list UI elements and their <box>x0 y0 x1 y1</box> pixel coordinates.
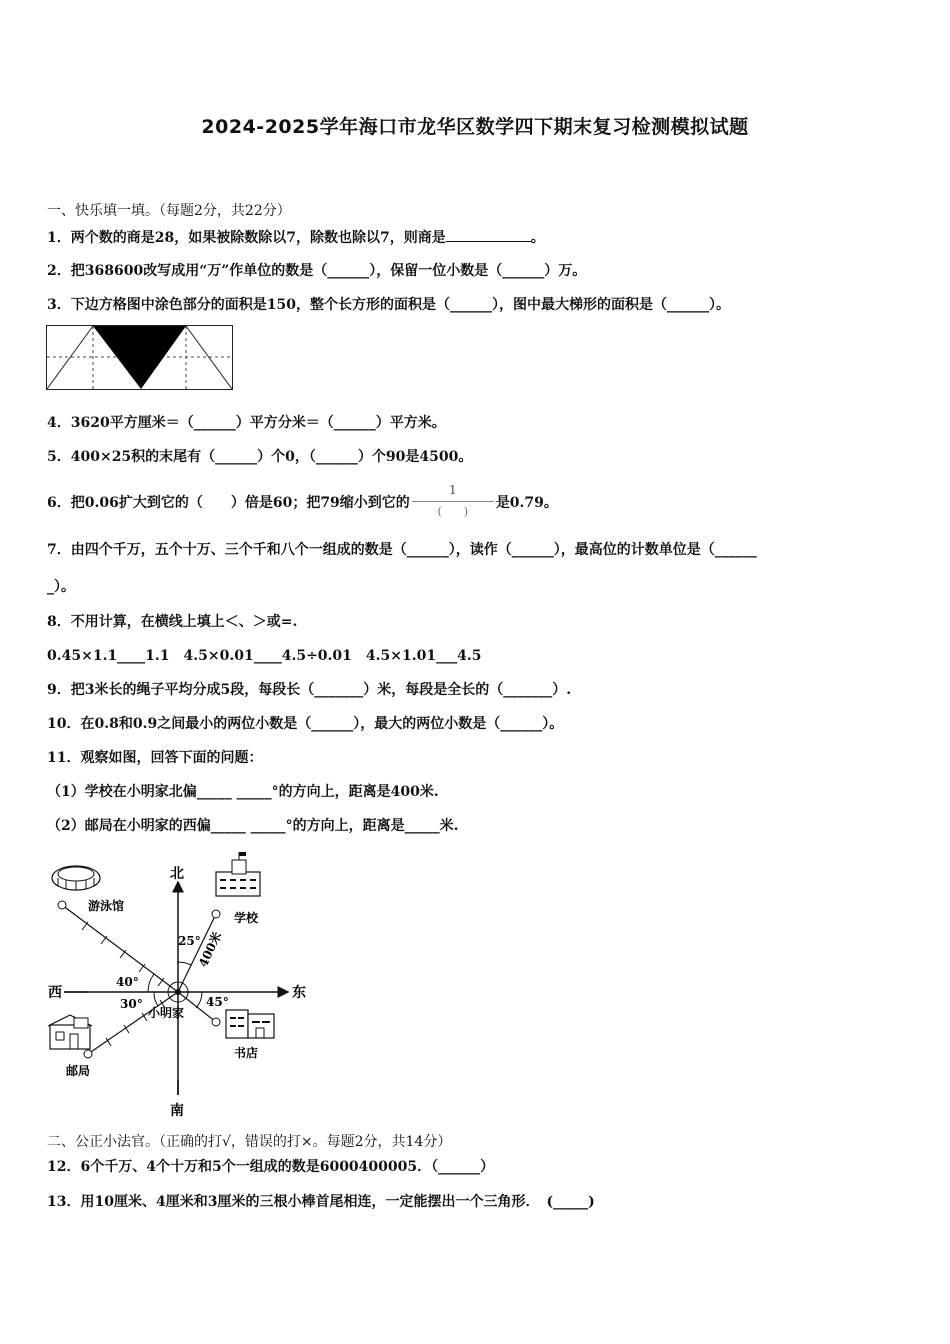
label-east: 东 <box>292 985 306 1001</box>
question-12: 12．6个千万、4个十万和5个一组成的数是6000400005．（______） <box>47 1159 495 1175</box>
label-west: 西 <box>48 985 62 1001</box>
grid-figure <box>46 325 234 391</box>
q1-text: 1．两个数的商是28，如果被除数除以7，除数也除以7，则商是 <box>47 230 446 246</box>
question-7: 7．由四个千万，五个十万、三个千和八个一组成的数是（______），读作（______），最高位的计数单位是（______ <box>47 542 757 558</box>
q1-blank[interactable] <box>446 227 531 242</box>
q6-text-b: 是0.79。 <box>495 495 558 511</box>
question-10: 10．在0.8和0.9之间最小的两位小数是（______），最大的两位小数是（______）。 <box>47 716 564 732</box>
label-north: 北 <box>170 866 184 882</box>
angle-school: 25° <box>178 934 201 948</box>
distance-school: 400米 <box>196 929 225 970</box>
label-bookstore: 书店 <box>234 1046 259 1060</box>
question-9: 9．把3米长的绳子平均分成5段，每段长（_______）米，每段是全长的（_______）. <box>47 682 572 698</box>
angle-bookstore: 45° <box>206 995 229 1009</box>
question-11-part1: （1）学校在小明家北偏_____ _____°的方向上，距离是400米. <box>47 784 439 800</box>
q6-text-a: 6．把0.06扩大到它的（ ）倍是60；把79缩小到它的 <box>47 495 410 511</box>
label-post: 邮局 <box>66 1064 91 1078</box>
angle-post: 30° <box>120 997 143 1011</box>
section2-heading: 二、公正小法官。（正确的打√，错误的打×。每题2分，共14分） <box>47 1134 452 1150</box>
q6-fraction <box>410 483 496 518</box>
question-3: 3．下边方格图中涂色部分的面积是150，整个长方形的面积是（______），图中最大梯形的面积是（______）。 <box>47 297 730 313</box>
q6-fraction-denominator[interactable]: ( ) <box>437 505 469 518</box>
question-11-part2: （2）邮局在小明家的西偏_____ _____°的方向上，距离是_____米. <box>47 818 459 834</box>
page-title: 2024-2025学年海口市龙华区数学四下期末复习检测模拟试题 <box>201 116 749 138</box>
question-2: 2．把368600改写成用“万”作单位的数是（______），保留一位小数是（______）万。 <box>47 263 587 279</box>
question-5: 5．400×25积的末尾有（______）个0，（______）个90是4500。 <box>47 449 473 465</box>
question-1 <box>47 227 545 248</box>
label-south: 南 <box>170 1103 184 1119</box>
label-school: 学校 <box>234 911 259 925</box>
question-7-cont: _）。 <box>47 579 75 595</box>
pool-icon <box>52 866 100 890</box>
bookstore-icon <box>226 1010 274 1038</box>
q1-end: 。 <box>530 230 545 246</box>
question-8-expressions: 0.45×1.1____1.1 4.5×0.01____4.5÷0.01 4.5×1.01___4.5 <box>47 648 482 664</box>
label-home: 小明家 <box>148 1006 185 1020</box>
direction-map <box>44 850 324 1120</box>
school-icon <box>216 852 260 896</box>
question-8: 8．不用计算，在横线上填上＜、＞或=. <box>47 614 298 630</box>
angle-pool: 40° <box>116 975 139 989</box>
post-office-icon <box>48 1015 92 1049</box>
section1-heading: 一、快乐填一填。（每题2分，共22分） <box>47 203 291 219</box>
question-6 <box>47 483 558 518</box>
question-11: 11．观察如图，回答下面的问题： <box>47 750 263 766</box>
label-pool: 游泳馆 <box>88 899 125 913</box>
question-13: 13．用10厘米、4厘米和3厘米的三根小棒首尾相连，一定能摆出一个三角形． (_____) <box>47 1194 595 1210</box>
question-4: 4．3620平方厘米＝（______）平方分米＝（______）平方米。 <box>47 415 446 431</box>
q6-fraction-numerator: 1 <box>448 483 457 497</box>
